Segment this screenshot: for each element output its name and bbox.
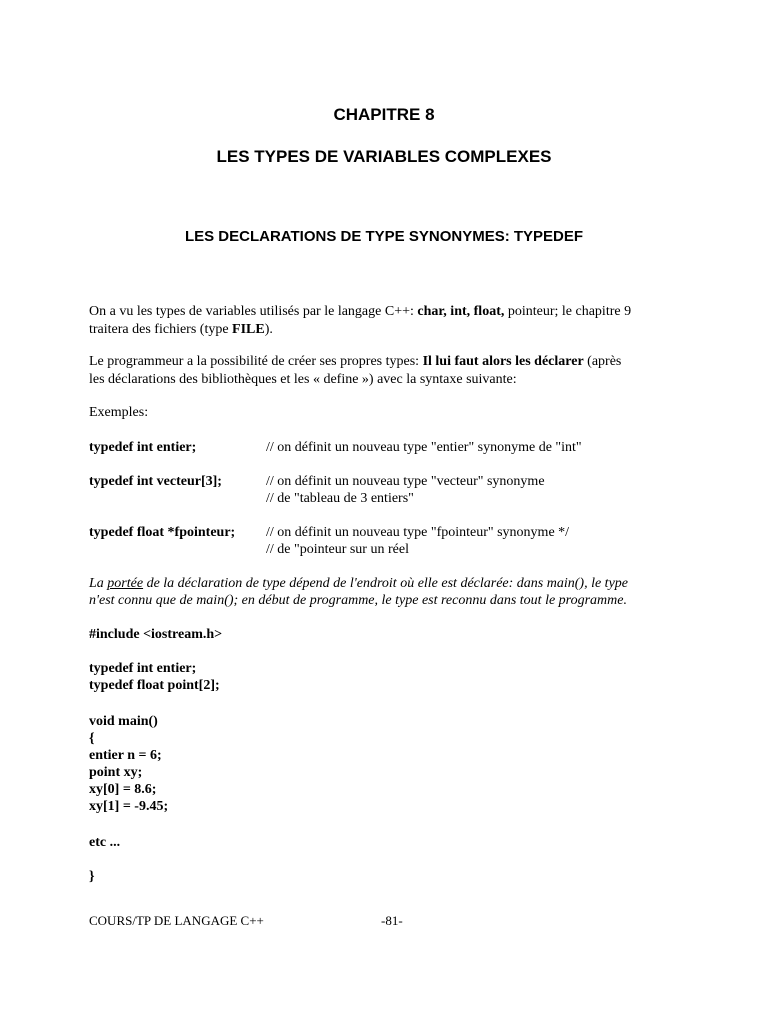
footer-course: COURS/TP DE LANGAGE C++ [89,913,264,928]
intro-line-2-text: traitera des fichiers (type [89,322,233,337]
code-line-xy0: xy[0] = 8.6; [89,782,157,797]
para2-line-1-text: Le programmeur a la possibilité de créer ses propres types: [89,354,423,369]
chapter-number: CHAPITRE 8 [333,105,435,124]
section-title: LES DECLARATIONS DE TYPE SYNONYMES: TYPEDEF [184,228,584,245]
intro-line-2-end: ). [264,322,273,337]
code-line-point-xy: point xy; [89,765,143,780]
scope-note-line-1-rest: de la déclaration de type dépend de l'endroit où elle est déclarée: dans main(), le type [143,576,628,591]
code-line-entier-n: entier n = 6; [89,748,162,763]
code-line-etc: etc ... [89,835,121,850]
scope-note-la: La [89,576,104,591]
code-line-close-brace: } [89,869,95,884]
intro-line-1-text: On a vu les types de variables utilisés par le langage C++: [89,304,418,319]
footer-page-number: -81- [381,913,403,928]
intro-file-bold: FILE [232,322,265,337]
example-2-code: typedef int vecteur[3]; [89,474,222,489]
code-line-typedef-entier: typedef int entier; [89,661,197,676]
example-2-comment-1: // on définit un nouveau type "vecteur" synonyme [266,474,545,489]
code-line-main: void main() [89,714,158,729]
intro-types-bold: char, int, float, [417,304,505,319]
scope-note-portee: portée [107,576,144,591]
intro-line-1 [89,303,631,321]
scope-note-line-2: n'est connu que de main(); en début de programme, le type est reconnu dans tout le programme. [89,593,627,608]
examples-label: Exemples: [89,405,149,420]
example-3-code: typedef float *fpointeur; [89,525,236,540]
example-1-code: typedef int entier; [89,440,197,455]
intro-line-1-end: pointeur; le chapitre 9 [504,304,632,319]
para2-declare-bold: Il lui faut alors les déclarer [422,354,584,369]
example-2-comment-2: // de "tableau de 3 entiers" [266,491,414,506]
chapter-title: LES TYPES DE VARIABLES COMPLEXES [216,147,552,166]
code-line-include: #include <iostream.h> [89,627,223,642]
example-3-comment-2: // de "pointeur sur un réel [266,542,409,557]
example-3-comment-1: // on définit un nouveau type "fpointeur" synonyme */ [266,525,570,540]
para2-line-1-end: (après [583,354,622,369]
example-1-comment: // on définit un nouveau type "entier" synonyme de "int" [266,440,582,455]
para2-line-2: les déclarations des bibliothèques et les « define ») avec la syntaxe suivante: [89,372,517,387]
code-line-open-brace: { [89,731,95,746]
code-line-xy1: xy[1] = -9.45; [89,799,169,814]
intro-line-2 [89,321,273,339]
para2-line-1 [89,353,621,371]
code-line-typedef-point: typedef float point[2]; [89,678,220,693]
scope-note-line-1 [89,575,628,593]
